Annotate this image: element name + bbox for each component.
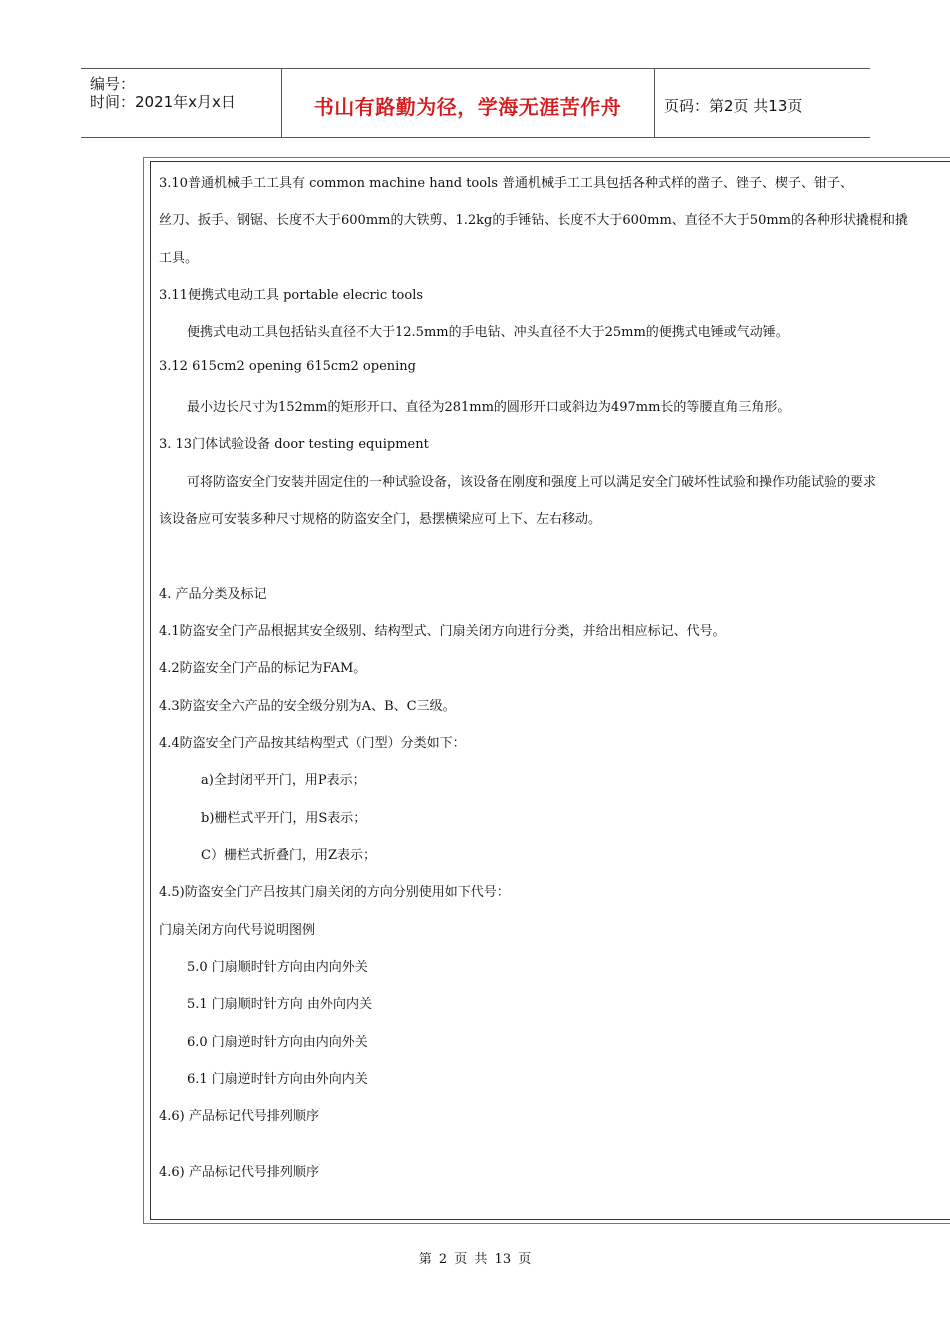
section-heading: 4. 产品分类及标记 bbox=[159, 587, 267, 602]
list-item: b)栅栏式平开门，用S表示； bbox=[201, 811, 367, 826]
text-line: 4.6) 产品标记代号排列顺序 bbox=[159, 1165, 319, 1180]
text-line: 最小边长尺寸为152mm的矩形开口、直径为281mm的圆形开口或斜边为497mm长的等腰直角三角形。 bbox=[187, 400, 791, 415]
list-item: a)全封闭平开门，用P表示； bbox=[201, 773, 366, 788]
text-line: 该设备应可安装多种尺寸规格的防盗安全门，悬摆横梁应可上下、左右移动。 bbox=[159, 512, 602, 527]
text-line: 3.10普通机械手工工具有 common machine hand tools 普通机械手工工具包括各种式样的凿子、锉子、楔子、钳子、 bbox=[159, 176, 854, 191]
page-info: 页码：第2页 共13页 bbox=[664, 97, 803, 115]
list-item: 6.0 门扇逆时针方向由内向外关 bbox=[187, 1035, 368, 1050]
text-line: 4.1防盗安全门产品根据其安全级别、结构型式、门扇关闭方向进行分类，并给出相应标记、代号。 bbox=[159, 624, 726, 639]
time-label: 时间：2021年x月x日 bbox=[90, 93, 236, 111]
page-footer: 第 2 页 共 13 页 bbox=[418, 1252, 532, 1267]
text-line: 工具。 bbox=[159, 251, 199, 266]
text-line: 4.5)防盗安全门产吕按其门扇关闭的方向分别使用如下代号： bbox=[159, 885, 510, 900]
text-line: 可将防盗安全门安装并固定住的一种试验设备，该设备在刚度和强度上可以满足安全门破坏性试验和操作功能试验的要求 bbox=[187, 475, 877, 490]
header-meta-cell bbox=[81, 69, 282, 137]
text-line: 4.4防盗安全门产品按其结构型式（门型）分类如下： bbox=[159, 736, 466, 751]
text-line: 丝刀、扳手、钢锯、长度不大于600mm的大铁剪、1.2kg的手锤钻、长度不大于600mm、直径不大于50mm的各种形状撬棍和撬 bbox=[159, 213, 909, 228]
list-item: 5.1 门扇顺时针方向 由外向内关 bbox=[187, 997, 372, 1012]
section-heading: 3.12 615cm2 opening 615cm2 opening bbox=[159, 359, 416, 374]
text-line: 4.2防盗安全门产品的标记为FAM。 bbox=[159, 661, 367, 676]
content-frame-inner bbox=[150, 161, 950, 1220]
text-line: 门扇关闭方向代号说明图例 bbox=[159, 923, 316, 938]
text-line: 4.3防盗安全六产品的安全级分别为A、B、C三级。 bbox=[159, 699, 456, 714]
number-label: 编号： bbox=[90, 75, 136, 93]
section-heading: 3.11便携式电动工具 portable elecric tools bbox=[159, 288, 424, 303]
list-item: 5.0 门扇顺时针方向由内向外关 bbox=[187, 960, 368, 975]
list-item: C）栅栏式折叠门，用Z表示； bbox=[201, 848, 376, 863]
text-line: 便携式电动工具包括钻头直径不大于12.5mm的手电钻、冲头直径不大于25mm的便携式电锤或气动锤。 bbox=[187, 325, 789, 340]
list-item: 6.1 门扇逆时针方向由外向内关 bbox=[187, 1072, 368, 1087]
page-header bbox=[81, 68, 870, 138]
header-page-cell bbox=[655, 69, 870, 137]
text-line: 4.6) 产品标记代号排列顺序 bbox=[159, 1109, 319, 1124]
section-heading: 3. 13门体试验设备 door testing equipment bbox=[159, 437, 429, 452]
header-slogan-cell bbox=[281, 69, 655, 137]
slogan: 书山有路勤为径，学海无涯苦作舟 bbox=[313, 95, 622, 119]
